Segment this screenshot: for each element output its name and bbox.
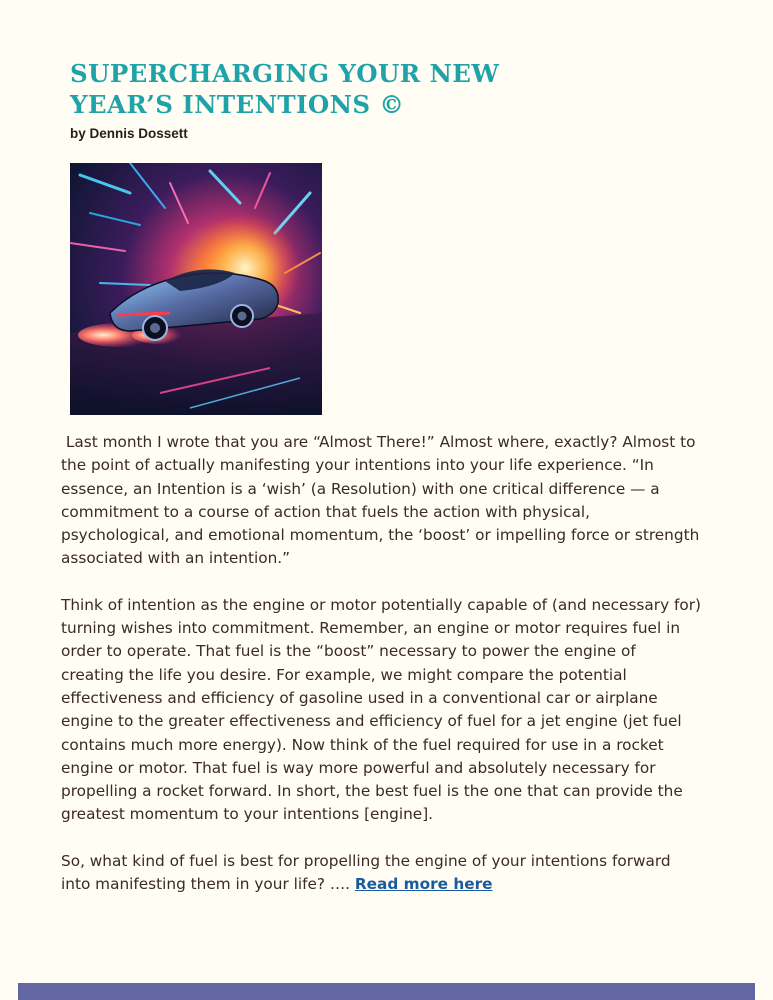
- article-paragraph: Think of intention as the engine or motor potentially capable of (and necessary for) turning wishes into commitment. Remember, an engine or motor requires fuel in order to operate. That fuel is the “boost” necessary to power the engine of creating the life you desire. For example, we might compare the potential effectiveness and efficiency of gasoline used in a conventional car or airplane engine to the greater effectiveness and efficiency of fuel for a jet engine (jet fuel contains much more energy). Now think of the fuel required for use in a rocket engine or motor. That fuel is way more powerful and absolutely necessary for propelling a rocket forward. In short, the best fuel is the one that can provide the greatest momentum to your intentions [engine].: [61, 595, 701, 824]
- article-body: [61, 431, 705, 919]
- article-title: SUPERCHARGING YOUR NEW YEAR’S INTENTIONS ©: [70, 59, 500, 119]
- article-paragraph-last: [61, 850, 701, 897]
- article-paragraph-text: So, what kind of fuel is best for propelling the engine of your intentions forward into manifesting them in your life? ….: [61, 851, 676, 894]
- hero-image: [70, 163, 322, 415]
- footer-bar: [18, 983, 755, 1000]
- article-byline: by Dennis Dossett: [70, 126, 188, 141]
- article-paragraph: Last month I wrote that you are “Almost There!” Almost where, exactly? Almost to the point of actually manifesting your intentions into your life experience. “In essence, an Intention is a ‘wish’ (a Resolution) with one critical difference — a commitment to a course of action that fuels the action with physical, psychological, and emotional momentum, the ‘boost’ or impelling force or strength associated with an intention.”: [61, 433, 705, 568]
- read-more-link[interactable]: Read more here: [354, 875, 493, 894]
